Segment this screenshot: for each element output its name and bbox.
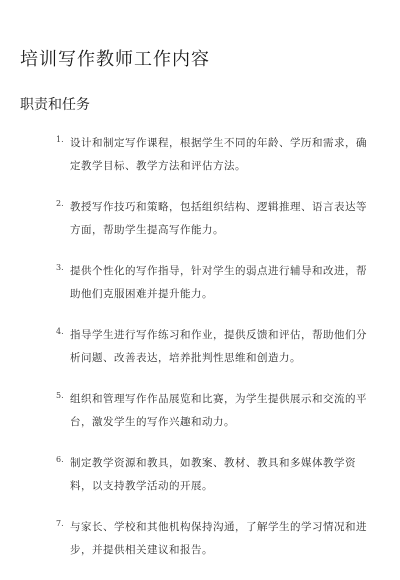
duties-list — [56, 132, 374, 580]
list-item-number: 6. — [56, 455, 64, 464]
list-item — [56, 516, 374, 561]
list-item — [56, 196, 374, 241]
list-item-number: 5. — [56, 391, 64, 400]
list-item-text: 教授写作技巧和策略，包括组织结构、逻辑推理、语言表达等方面，帮助学生提高写作能力。 — [70, 201, 367, 236]
list-item-text: 设计和制定写作课程，根据学生不同的年龄、学历和需求，确定教学目标、教学方法和评估方法。 — [70, 137, 367, 172]
list-item — [56, 452, 374, 497]
list-item-number: 3. — [56, 263, 64, 272]
list-item-text: 指导学生进行写作练习和作业，提供反馈和评估，帮助他们分析问题、改善表达，培养批判性思维和创造力。 — [70, 329, 367, 364]
list-item — [56, 388, 374, 433]
list-item-text: 组织和管理写作作品展览和比赛，为学生提供展示和交流的平台，激发学生的写作兴趣和动力。 — [70, 393, 367, 428]
document-title: 培训写作教师工作内容 — [20, 49, 210, 70]
list-item-number: 4. — [56, 327, 64, 336]
list-item — [56, 260, 374, 305]
list-item — [56, 324, 374, 369]
list-item — [56, 132, 374, 177]
list-item-number: 7. — [56, 519, 64, 528]
section-heading: 职责和任务 — [20, 97, 90, 113]
list-item-number: 1. — [56, 135, 64, 144]
list-item-text: 提供个性化的写作指导，针对学生的弱点进行辅导和改进，帮助他们克服困难并提升能力。 — [70, 265, 367, 300]
list-item-text: 与家长、学校和其他机构保持沟通，了解学生的学习情况和进步，并提供相关建议和报告。 — [70, 521, 367, 556]
list-item-text: 制定教学资源和教具，如教案、教材、教具和多媒体教学资料，以支持教学活动的开展。 — [70, 457, 356, 492]
list-item-number: 2. — [56, 199, 64, 208]
